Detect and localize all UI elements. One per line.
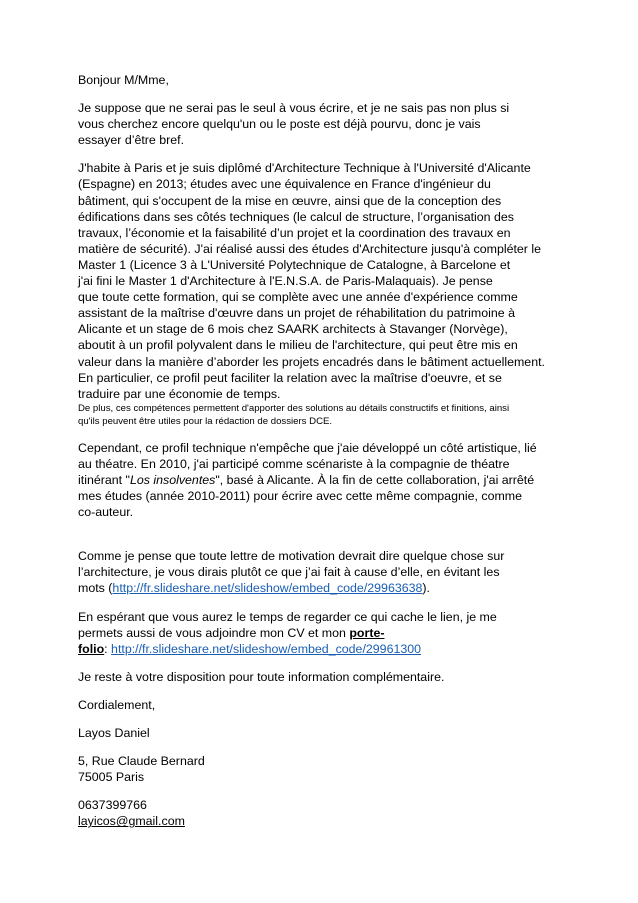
education-line: Master 1 (Licence 3 à L'Université Polytechnique de Catalogne, à Barcelone et xyxy=(78,257,511,272)
education-line: édifications dans ses côtés techniques (le calcul de structure, l’organisation des xyxy=(78,209,514,224)
portfolio-label: porte- xyxy=(349,625,385,640)
education-line: En particulier, ce profil peut faciliter la relation avec la maîtrise d'oeuvre, et se xyxy=(78,370,502,385)
artistic-line: mes études (année 2010-2011) pour écrire avec cette même compagnie, comme xyxy=(78,489,522,504)
slideshare-link-1[interactable]: http://fr.slideshare.net/slideshow/embed_code/29963638 xyxy=(112,581,423,596)
portfolio-text: : xyxy=(104,641,112,656)
education-line: assistant de la maîtrise d'œuvre dans un projet de réhabilitation du patrimoine à xyxy=(78,306,515,321)
artistic-line xyxy=(78,472,568,488)
education-line: j'ai fini le Master 1 d'Architecture à l'E.N.S.A. de Paris-Malaquais). Je pense xyxy=(78,274,493,289)
greeting: Bonjour M/Mme, xyxy=(78,73,169,87)
education-paragraph xyxy=(78,160,568,427)
artistic-text: itinérant " xyxy=(78,472,130,487)
education-line: J'habite à Paris et je suis diplômé d'Architecture Technique à l'Université d'Alicante xyxy=(78,161,531,176)
education-line: que toute cette formation, qui se complète avec une année d'expérience comme xyxy=(78,290,518,305)
artistic-line: au théatre. En 2010, j'ai participé comme scénariste à la compagnie de théatre xyxy=(78,456,510,471)
artistic-line: co-auteur. xyxy=(78,505,134,520)
artistic-line: Cependant, ce profil technique n'empêche que j'aie développé un côté artistique, lié xyxy=(78,440,537,455)
artistic-text: ", basé à Alicante. À la fin de cette collaboration, j'ai arrêté xyxy=(215,472,535,487)
slideshare-link-2[interactable]: http://fr.slideshare.net/slideshow/embed_code/29961300 xyxy=(111,641,422,656)
motivation-line: l’architecture, je vous dirais plutôt ce que j’ai fait à cause d’elle, en évitant les xyxy=(78,565,500,580)
email-address[interactable]: layicos@gmail.com xyxy=(78,814,185,829)
education-line: aboutit à un profil polyvalent dans le milieu de l'architecture, qui peut être mis en xyxy=(78,338,518,353)
education-line: Alicante et un stage de 6 mois chez SAARK architects à Stavanger (Norvège), xyxy=(78,322,508,337)
contact-block xyxy=(78,797,568,829)
portfolio-paragraph xyxy=(78,609,568,657)
intro-line: vous cherchez encore quelqu'un ou le poste est déjà pourvu, donc je vais xyxy=(78,117,481,132)
play-title: Los insolventes xyxy=(129,472,216,487)
portfolio-line xyxy=(78,625,568,641)
artistic-paragraph xyxy=(78,440,568,520)
portfolio-line: En espérant que vous aurez le temps de regarder ce qui cache le lien, je me xyxy=(78,609,497,624)
education-line: (Espagne) en 2013; études avec une équivalence en France d'ingénieur du xyxy=(78,177,491,192)
education-note-line: De plus, ces compétences permettent d'apporter des solutions au détails constructifs et finitions, ainsi xyxy=(78,402,510,414)
motivation-line xyxy=(78,580,568,596)
portfolio-line xyxy=(78,641,568,657)
intro-line: Je suppose que ne serai pas le seul à vous écrire, et je ne sais pas non plus si xyxy=(78,101,510,116)
intro-line: essayer d’être bref. xyxy=(78,133,185,148)
motivation-paragraph xyxy=(78,548,568,596)
education-note-line: qu'ils peuvent être utiles pour la rédaction de dossiers DCE. xyxy=(78,415,333,427)
motivation-text: mots ( xyxy=(78,581,113,596)
closing: Cordialement, xyxy=(78,697,156,712)
motivation-line: Comme je pense que toute lettre de motivation devrait dire quelque chose sur xyxy=(78,549,505,564)
signature-name: Layos Daniel xyxy=(78,726,150,740)
address-city: 75005 Paris xyxy=(78,770,145,785)
motivation-text: ). xyxy=(422,581,430,596)
phone-number: 0637399766 xyxy=(78,798,147,813)
address-street: 5, Rue Claude Bernard xyxy=(78,754,205,769)
intro-paragraph xyxy=(78,100,568,148)
education-line: valeur dans la manière d’aborder les projets encadrés dans le bâtiment actuellement. xyxy=(78,354,545,369)
portfolio-label: folio xyxy=(78,641,105,656)
education-line: traduire par une économie de temps. xyxy=(78,386,281,401)
letter xyxy=(78,72,568,829)
education-line: travaux, l’économie et la faisabilité d’un projet et la coordination des travaux en xyxy=(78,225,511,240)
portfolio-text: permets aussi de vous adjoindre mon CV et mon xyxy=(78,625,350,640)
education-line: bâtiment, qui s'occupent de la mise en œuvre, ainsi que de la conception des xyxy=(78,193,502,208)
closing-offer: Je reste à votre disposition pour toute information complémentaire. xyxy=(78,669,445,684)
address-block xyxy=(78,753,568,785)
education-line: matière de sécurité). J'ai réalisé aussi des études d'Architecture jusqu'à compléter le xyxy=(78,241,542,256)
